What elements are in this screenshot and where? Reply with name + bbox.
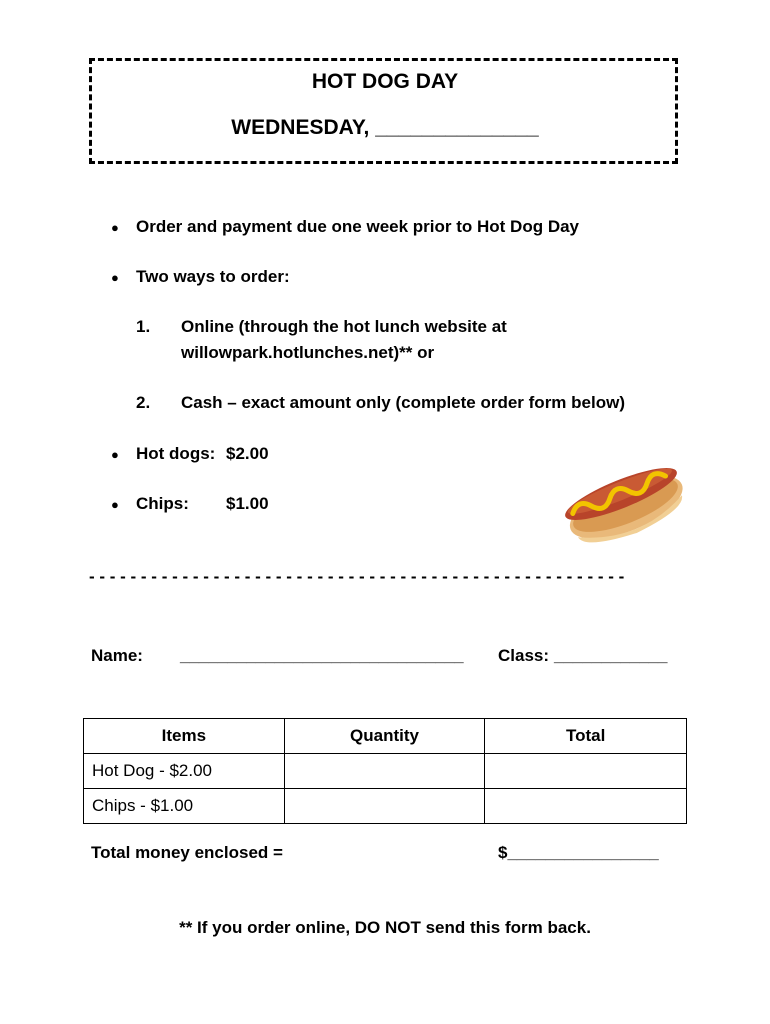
- column-header-total: Total: [485, 719, 687, 754]
- table-row: [84, 789, 687, 824]
- info-line-ways: Two ways to order:: [136, 267, 290, 286]
- quantity-cell[interactable]: [284, 754, 485, 789]
- name-field[interactable]: ______________________________: [180, 646, 464, 665]
- total-cell[interactable]: [485, 789, 687, 824]
- page-title: HOT DOG DAY: [311, 70, 459, 93]
- bullet-icon: ●: [111, 447, 119, 462]
- quantity-cell[interactable]: [284, 789, 485, 824]
- total-cell[interactable]: [485, 754, 687, 789]
- table-row: [84, 754, 687, 789]
- cut-line: - - - - - - - - - - - - - - - - - - - - - - - - - - - - - - - - - - - - - - - - - - - - - - - - - - - -: [89, 567, 625, 586]
- bullet-icon: ●: [111, 220, 119, 235]
- column-header-items: Items: [84, 719, 285, 754]
- footer-note: ** If you order online, DO NOT send this form back.: [179, 918, 591, 937]
- item-cell: Chips - $1.00: [84, 789, 285, 824]
- chips-price-value: $1.00: [226, 494, 269, 513]
- info-line-deadline: Order and payment due one week prior to Hot Dog Day: [136, 217, 580, 236]
- option-online-line2: willowpark.hotlunches.net)** or: [181, 343, 435, 362]
- bullet-icon: ●: [111, 497, 119, 512]
- option-number-2: 2.: [136, 393, 151, 412]
- page-subtitle: WEDNESDAY, ______________: [231, 116, 539, 139]
- column-header-quantity: Quantity: [284, 719, 485, 754]
- total-money-field[interactable]: $________________: [498, 843, 659, 862]
- class-label: Class:: [498, 646, 550, 665]
- option-number-1: 1.: [136, 317, 151, 336]
- hotdog-price-value: $2.00: [226, 444, 269, 463]
- class-field[interactable]: ____________: [554, 646, 668, 665]
- order-table: [83, 718, 687, 824]
- bullet-icon: ●: [111, 270, 119, 285]
- hotdog-price-label: Hot dogs:: [136, 444, 216, 463]
- name-label: Name:: [91, 646, 143, 665]
- table-header-row: [84, 719, 687, 754]
- total-money-label: Total money enclosed =: [91, 843, 283, 862]
- option-online-line1: Online (through the hot lunch website at: [181, 317, 507, 336]
- option-cash: Cash – exact amount only (complete order form below): [181, 393, 625, 412]
- item-cell: Hot Dog - $2.00: [84, 754, 285, 789]
- hot-dog-icon: [555, 436, 687, 552]
- chips-price-label: Chips:: [136, 494, 189, 513]
